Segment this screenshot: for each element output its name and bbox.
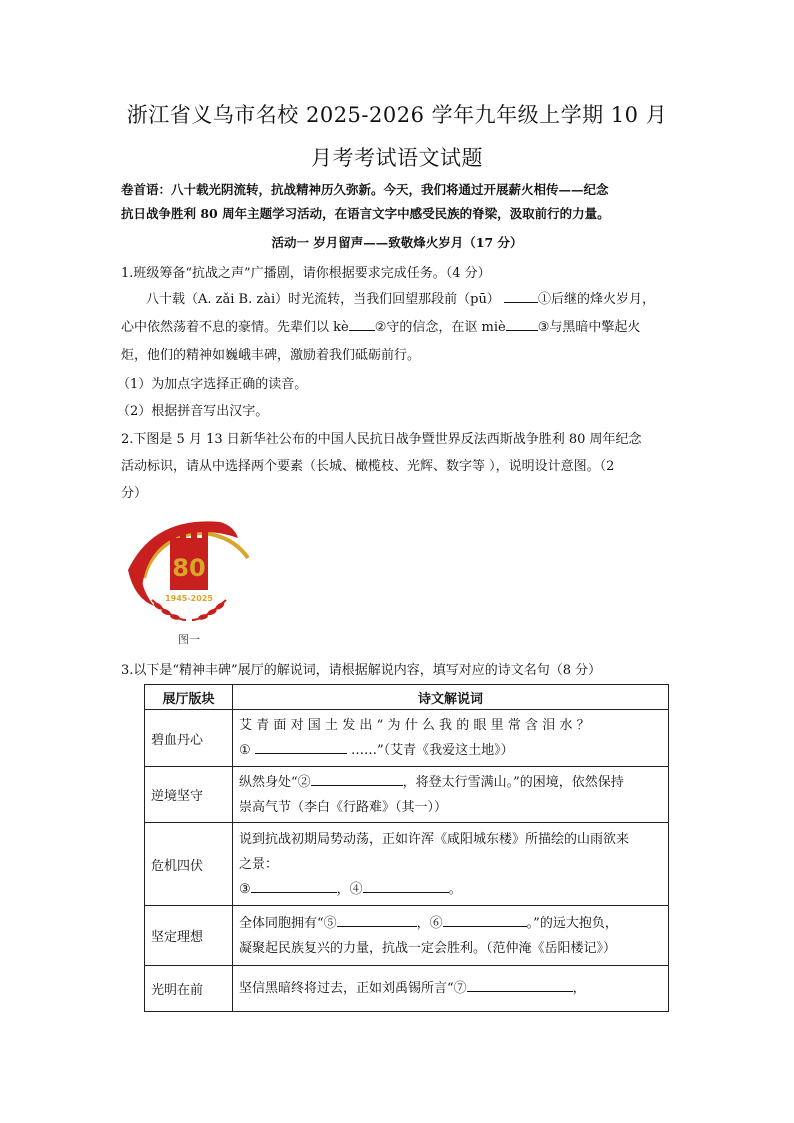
q1-passage-line2 [121, 316, 640, 335]
battlement [180, 532, 186, 540]
explanation-line: 凝聚起民族复兴的力量，抗战一定会胜利。（范仲淹《岳阳楼记》） [239, 940, 617, 956]
anniversary-logo [124, 508, 250, 650]
activity-one-heading: 活动一 岁月留声——致敬烽火岁月（17 分） [271, 235, 523, 250]
battlement [202, 532, 208, 540]
battlement [191, 532, 197, 540]
preface [121, 178, 681, 226]
answer-blank-q3-4[interactable] [363, 880, 449, 893]
answer-blank-q3-1[interactable] [255, 741, 347, 754]
preface-line1: 卷首语：八十载光阴流转，抗战精神历久弥新。今天，我们将通过开展薪火相传——纪念 [121, 182, 609, 197]
q1-subquestion-1: （1）为加点字选择正确的读音。 [117, 377, 308, 392]
explanation-line: 崇高气节（李白《行路难》（其一）） [239, 799, 448, 815]
table-header-explanation: 诗文解说词 [233, 685, 669, 710]
answer-blank-1[interactable] [504, 290, 538, 303]
answer-blank-q3-3[interactable] [251, 880, 337, 893]
explanation-line: 之景： [239, 856, 279, 872]
answer-blank-2[interactable] [349, 318, 375, 331]
table-row [145, 767, 669, 823]
table-header-section: 展厅版块 [145, 685, 233, 710]
explanation-line: 说到抗战初期局势动荡，正如许浑《咸阳城东楼》所描绘的山雨欲来 [239, 831, 630, 847]
section-name: 危机四伏 [145, 823, 233, 906]
q1-passage-text: ②守的信念，在讴 miè [374, 320, 506, 335]
blank-number: ① [239, 743, 251, 758]
q2-stem-line2: 活动标识，请从中选择两个要素（长城、橄榄枝、光辉、数字等 ），说明设计意图。（2 [121, 459, 615, 474]
answer-blank-q3-5[interactable] [337, 914, 417, 927]
explanation-line: 纵然身处“② [239, 774, 311, 790]
section-name: 坚定理想 [145, 906, 233, 966]
exam-title-line1: 浙江省义乌市名校 2025-2026 学年九年级上学期 10 月 [126, 103, 668, 127]
q1-passage-text: 八十载（A. zǎi B. zài）时光流转，当我们回望那段前（pū） [146, 292, 500, 307]
explanation-line: 坚信黑暗终将过去，正如刘禹锡所言“⑦ [239, 981, 467, 996]
exam-title-line2: 月考考试语文试题 [311, 146, 483, 170]
section-name: 逆境坚守 [145, 767, 233, 823]
q1-passage-text: ③与黑暗中擎起火 [537, 320, 641, 335]
q2-stem-line3: 分） [121, 486, 148, 501]
q1-subquestion-2: （2）根据拼音写出汉字。 [117, 404, 269, 419]
poetry-table [144, 684, 669, 1012]
explanation-cell [233, 710, 669, 767]
table-row [145, 823, 669, 906]
explanation-line: ，将登太行雪满山。”的困境，依然保持 [402, 774, 624, 790]
q1-passage-line3: 炬，他们的精神如巍峨丰碑，激励着我们砥砺前行。 [121, 348, 421, 363]
logo-years: 1945-2025 [165, 594, 213, 603]
q2-stem-line1: 2.下图是 5 月 13 日新华社公布的中国人民抗日战争暨世界反法西斯战争胜利 80 周年纪念 [121, 432, 642, 447]
answer-blank-q3-7[interactable] [467, 979, 573, 992]
explanation-line: ……”（艾青《我爱这土地》） [350, 743, 514, 758]
explanation-line: 全体同胞拥有“⑤ [239, 915, 337, 931]
explanation-line: 。 [448, 881, 462, 897]
section-name: 光明在前 [145, 966, 233, 1012]
table-header-row [145, 685, 669, 710]
blank-number: ，④ [336, 881, 363, 897]
blank-number: ，⑥ [416, 915, 443, 931]
battlement [170, 532, 176, 540]
preface-line2: 抗日战争胜利 80 周年主题学习活动，在语言文字中感受民族的脊梁，汲取前行的力量。 [121, 206, 610, 221]
explanation-line: ， [572, 981, 586, 996]
explanation-line: 艾青面对国土发出“为什么我的眼里常含泪水？ [239, 718, 594, 733]
logo-number: 80 [172, 554, 206, 582]
answer-blank-3[interactable] [506, 318, 538, 331]
figure-caption: 图一 [178, 633, 200, 646]
section-name: 碧血丹心 [145, 710, 233, 767]
explanation-cell [233, 767, 669, 823]
explanation-cell [233, 823, 669, 906]
blank-number: ③ [239, 881, 251, 897]
table-row [145, 906, 669, 966]
explanation-cell [233, 966, 669, 1012]
answer-blank-q3-6[interactable] [443, 914, 527, 927]
explanation-line: 。”的远大抱负， [526, 915, 618, 931]
q3-stem: 3.以下是“精神丰碑”展厅的解说词，请根据解说内容，填写对应的诗文名句（8 分） [121, 663, 602, 678]
q1-stem: 1.班级筹备“抗战之声”广播剧，请你根据要求完成任务。（4 分） [121, 266, 491, 281]
table-row [145, 710, 669, 767]
explanation-cell [233, 906, 669, 966]
q1-passage-text: 心中依然荡着不息的豪情。先辈们以 kè [121, 320, 349, 335]
answer-blank-q3-2[interactable] [311, 773, 403, 786]
q1-passage-line1 [146, 288, 655, 307]
table-row [145, 966, 669, 1012]
q1-passage-text: ①后继的烽火岁月， [537, 292, 655, 307]
anniversary-logo-figure [124, 508, 250, 650]
